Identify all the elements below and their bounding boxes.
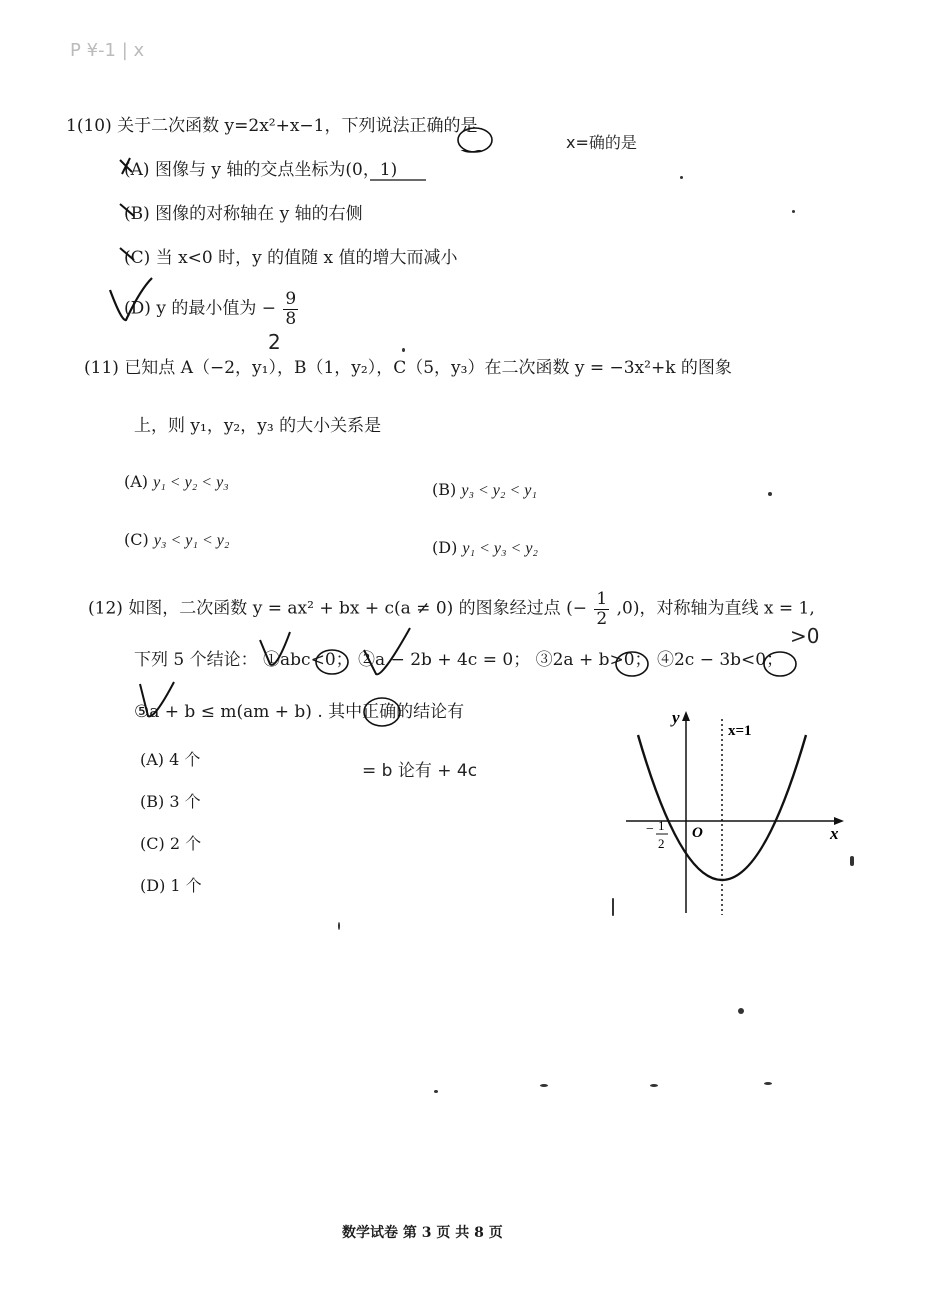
scan-speck [650,1084,658,1087]
neg-sign-label: − [646,822,654,837]
option-label: (A) [124,160,150,180]
neg-half-numerator: 1 [658,818,665,833]
conclusion-2: ②a − 2b + 4c = 0； [358,650,531,670]
option-label: (C) [124,530,149,549]
header-scrawl: P ¥-1 | x [70,40,145,61]
q12-stem-text: 下列 5 个结论： [134,650,258,670]
q10-circle-mark [455,125,495,155]
option-text: 4 个 [169,750,201,769]
q10-handwritten-2: 2 [268,330,281,354]
x-axis-label: x [830,824,839,843]
q11-stem-line2: 上，则 y₁，y₂，y₃ 的大小关系是 [134,416,382,436]
scan-speck [540,1084,548,1087]
q11-option-a [124,474,229,491]
option-label: (D) [124,298,151,319]
y-axis-label: y [672,708,680,727]
y-axis-arrow-icon [682,711,690,721]
scan-speck [680,176,683,179]
q11-stem-line1 [84,360,732,377]
conclusion-3: ③2a + b>0； [535,650,652,670]
conclusion-4: ④2c − 3b<0； [656,650,784,670]
conclusion-5: ⑤a + b ≤ m(am + b) [134,702,312,722]
fraction-denominator: 2 [596,608,608,629]
q12-handwritten-gt0: >0 [790,624,820,648]
option-text: y₁ < y₃ < y₂ [462,540,538,557]
scan-speck [768,492,772,496]
option-label: (D) [140,876,166,895]
scan-speck [402,348,405,352]
scan-speck [338,922,340,930]
q10-handwriting-marks [100,150,580,330]
option-text: 图像的对称轴在 y 轴的右侧 [155,204,363,224]
scan-speck [612,898,614,916]
option-text: 当 x<0 时，y 的值随 x 值的增大而减小 [155,248,458,268]
q12-stem-text-a: 如图，二次函数 y = ax² + bx + c(a ≠ 0) 的图象经过点 (− [128,598,587,619]
page-footer: 数学试卷 第 3 页 共 8 页 [342,1225,503,1241]
scan-speck [434,1090,438,1093]
neg-half-denominator: 2 [658,836,665,851]
option-text: y₃ < y₁ < y₂ [153,532,230,549]
scan-speck [764,1082,772,1085]
q12-number: (12) [88,598,123,619]
option-label: (C) [140,834,165,853]
q10-stem-text: 关于二次函数 y=2x²+x−1，下列说法正确的是 [117,116,478,136]
option-text: 2 个 [169,834,202,853]
option-text: y₁ < y₂ < y₃ [153,474,229,491]
scan-speck [738,1008,744,1014]
q12-stem-text: . 其中正确的结论有 [317,702,465,722]
scan-speck [792,210,795,213]
q10-number: 1(10) [66,116,112,136]
q12-stem-text-b: ,0)，对称轴为直线 x = 1, [616,598,815,619]
option-text: 图像与 y 轴的交点坐标为(0，1) [154,160,398,180]
option-text: y 的最小值为 − [156,298,276,319]
q12-option-d [140,878,202,894]
option-label: (B) [140,792,165,811]
q12-option-c [140,836,201,852]
parabola-graph [620,705,860,920]
q11-option-d [432,540,538,557]
symmetry-axis-label: x=1 [728,723,752,739]
conclusion-1: ①abc<0； [263,650,353,670]
fraction-numerator: 1 [596,589,608,609]
q12-option-b [140,794,201,810]
q10-stem [66,118,478,135]
option-label: (C) [124,248,151,268]
q12-option-a [140,752,200,768]
origin-label: O [692,825,703,841]
fraction-denominator: 8 [285,308,297,329]
scan-speck [850,856,854,866]
q11-option-c [124,532,229,549]
option-text: 3 个 [169,792,201,811]
fraction-numerator: 9 [285,289,297,309]
q11-number: (11) [84,358,119,378]
option-label: (A) [140,750,165,769]
option-text: y₃ < y₂ < y₁ [461,482,537,499]
option-label: (B) [124,204,150,224]
q10-margin-note: x=确的是 [566,133,637,152]
q11-stem-text: 已知点 A（−2，y₁），B（1，y₂），C（5，y₃）在二次函数 y = −3x²+k 的图象 [124,358,732,378]
q11-option-b [432,482,537,499]
parabola-curve [638,735,806,880]
option-label: (D) [432,538,458,557]
option-label: (A) [124,472,149,491]
q12-scratch-note: = b 论有 + 4c [362,761,478,781]
option-text: 1 个 [170,876,202,895]
option-label: (B) [432,480,457,499]
